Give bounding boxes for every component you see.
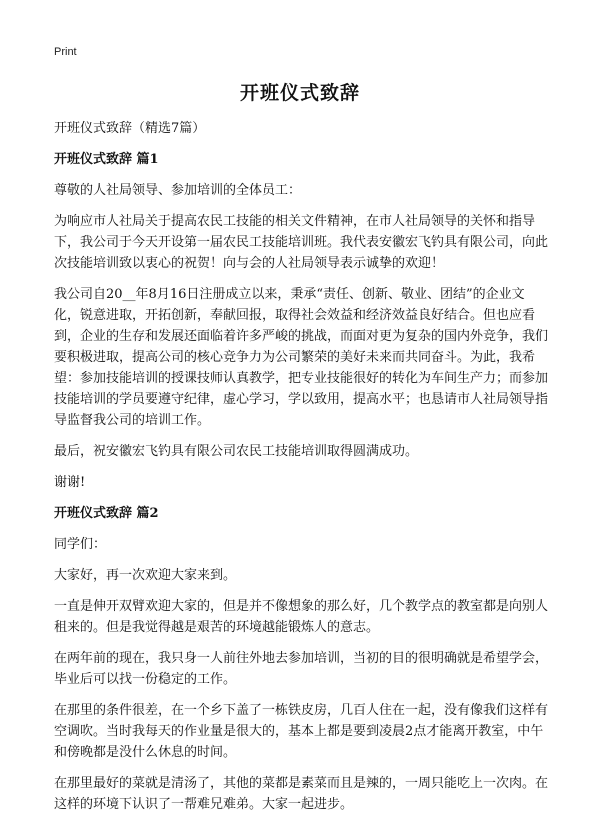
paragraph: 在那里最好的菜就是清汤了，其他的菜都是素菜而且是辣的，一周只能吃上一次肉。在这样的环境下认识了一帮难兄难弟。大家一起进步。 [54,776,549,812]
paragraph: 同学们： [54,537,107,552]
paragraph: 为响应市人社局关于提高农民工技能的相关文件精神，在市人社局领导的关怀和指导下，我公司于今天开设第一届农民工技能培训班。我代表安徽宏飞钓具有限公司，向此次技能培训致以衷心的祝贺！向与会的人社局领导表示诚挚的欢迎！ [54,214,549,271]
document-title: 开班仪式致辞 [239,82,360,104]
paragraph: 在那里的条件很差，在一个乡下盖了一栋铁皮房，几百人住在一起，没有像我们这样有空调吹。当时我每天的作业量是很大的，基本上都是要到凌晨2点才能离开教室，中午和傍晚都是没什么休息的时间。 [54,703,549,760]
paragraph: 一直是伸开双臂欢迎大家的，但是并不像想象的那么好，几个教学点的教室都是向别人租来的。但是我觉得越是艰苦的环境越能锻炼人的意志。 [54,599,549,635]
section-1 [54,149,550,493]
paragraph: 在两年前的现在，我只身一人前往外地去参加培训，当初的目的很明确就是希望学会，毕业后可以找一份稳定的工作。 [54,651,549,687]
paragraph: 我公司自20__年8月16日注册成立以来，秉承“责任、创新、敬业、团结”的企业文化，锐意进取，开拓创新，奉献回报，取得社会效益和经济效益良好结合。但也应看到，企业的生存和发展还面临着许多严峻的挑战，而面对更为复杂的国内外竞争，我们要积极进取，提高公司的核心竞争力为公司繁荣的美好未来而共同奋斗。为此，我希望：参加技能培训的授课技师认真教学，把专业技能很好的转化为车间生产力；而参加技能培训的学员要遵守纪律，虚心学习，学以致用，提高水平；也恳请市人社局领导指导监督我公司的培训工作。 [54,287,549,428]
document-subtitle: 开班仪式致辞（精选7篇） [54,121,206,136]
paragraph: 谢谢! [54,475,86,490]
paragraph: 大家好，再一次欢迎大家来到。 [54,568,237,583]
section-2 [54,503,550,815]
document-body [54,118,550,825]
section-heading: 开班仪式致辞 篇2 [54,506,159,521]
section-heading: 开班仪式致辞 篇1 [54,152,159,167]
paragraph: 尊敬的人社局领导、参加培训的全体员工： [54,183,302,198]
print-link[interactable]: Print [54,46,77,58]
paragraph: 最后，祝安徽宏飞钓具有限公司农民工技能培训取得圆满成功。 [54,444,419,459]
